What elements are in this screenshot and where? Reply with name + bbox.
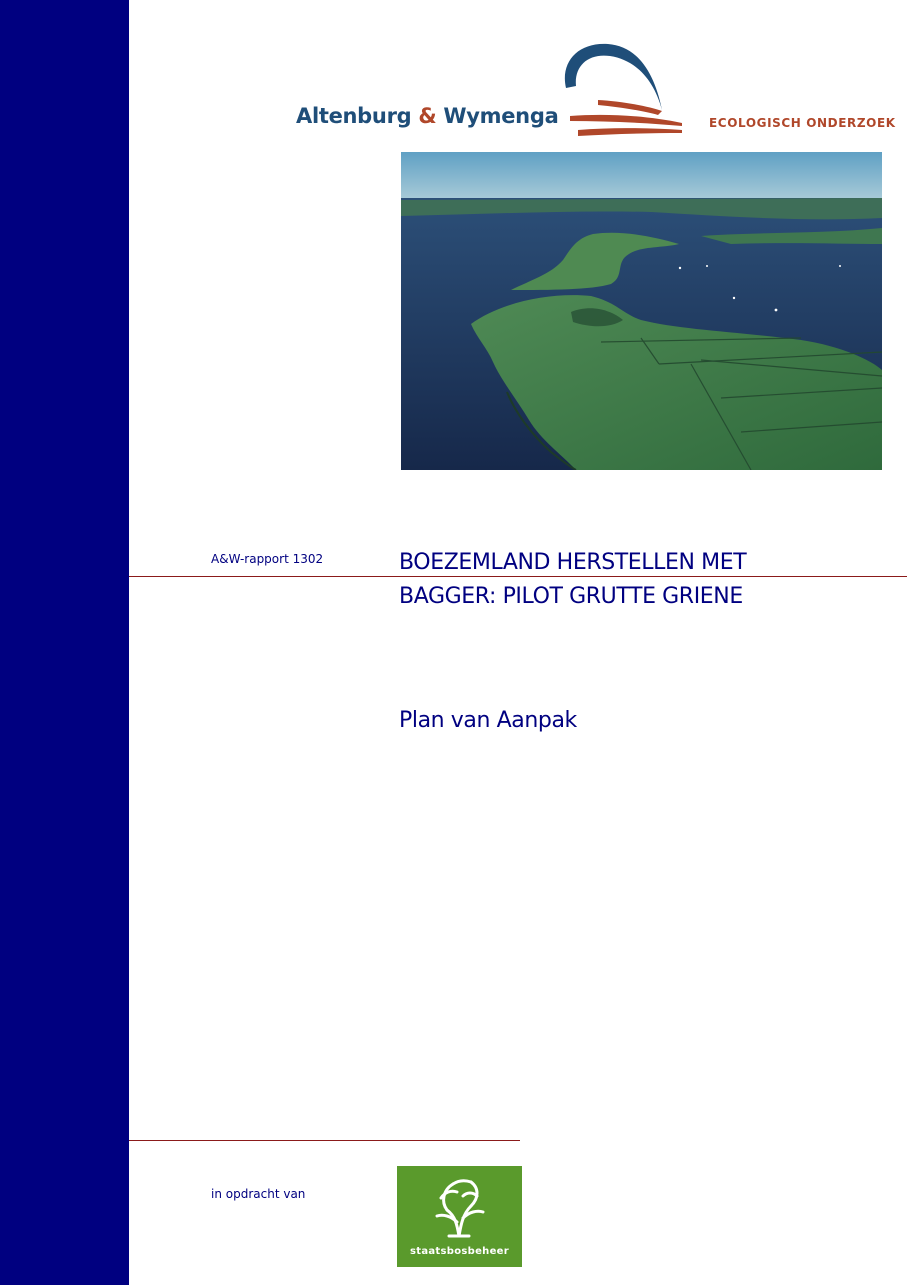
swoosh-logo-icon [558,40,688,142]
tree-logo-icon [397,1166,522,1246]
cover-sidebar [0,0,129,1285]
brand-tagline: ECOLOGISCH ONDERZOEK [709,116,896,130]
aerial-wetland-photo [401,152,882,470]
brand-name [296,104,558,128]
brand-name-part1: Altenburg [296,104,412,128]
title-divider [129,576,907,577]
report-title [399,546,869,614]
footer-divider [129,1140,520,1141]
report-title-line1: BOEZEMLAND HERSTELLEN MET [399,550,747,575]
brand-name-part2: Wymenga [443,104,559,128]
commission-label: in opdracht van [211,1187,306,1201]
report-number: A&W-rapport 1302 [211,552,324,566]
client-logo-label: staatsbosbeheer [410,1246,509,1257]
brand-header [290,40,896,145]
client-logo [397,1166,522,1267]
brand-name-amp: & [418,104,437,128]
report-title-line2: BAGGER: PILOT GRUTTE GRIENE [399,584,743,609]
report-subtitle: Plan van Aanpak [399,708,577,733]
